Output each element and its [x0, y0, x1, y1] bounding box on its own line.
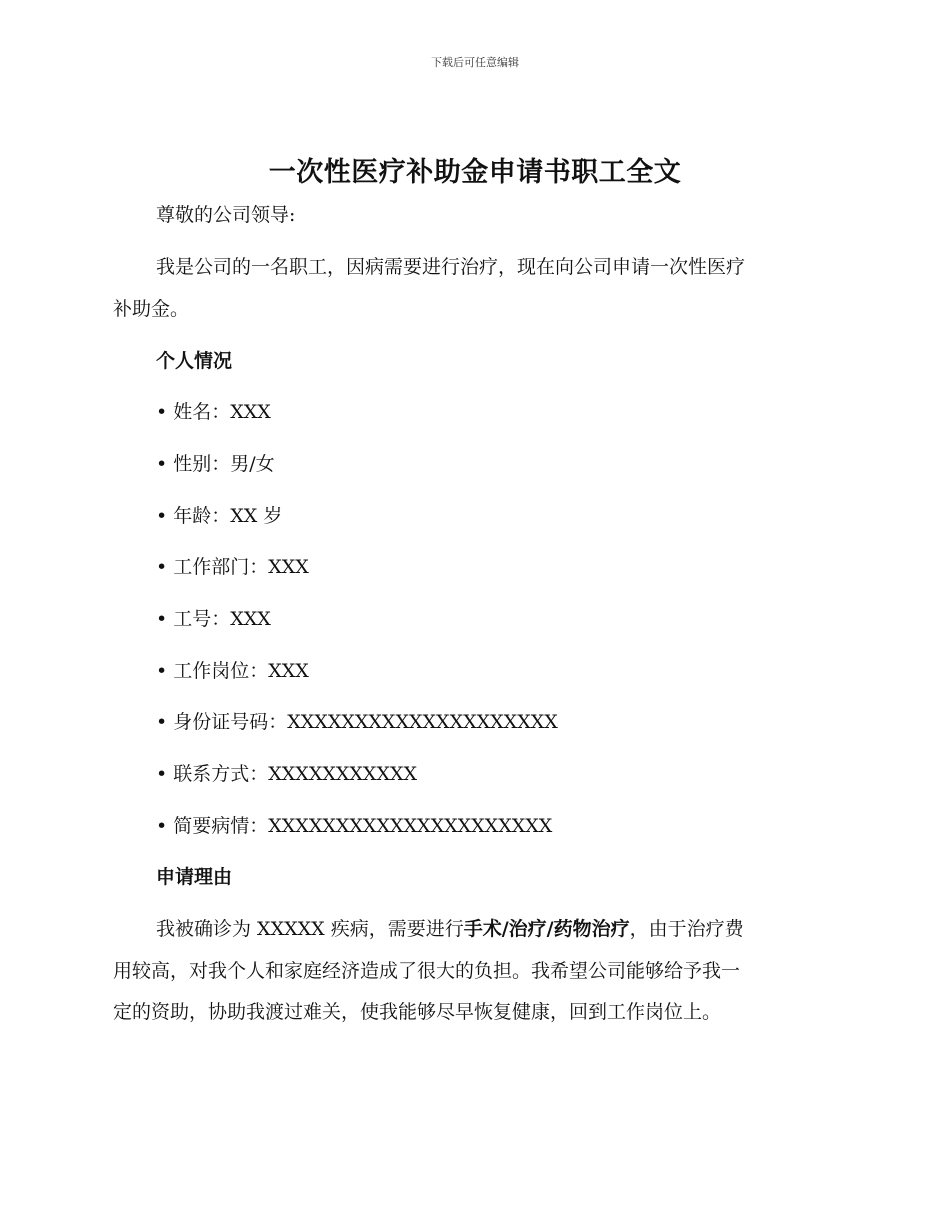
info-item-name: • 姓名：XXX	[156, 401, 271, 423]
reason-text-bold: 手术/治疗/药物治疗	[463, 918, 630, 940]
reason-text-post: ，由于治疗费	[629, 918, 744, 940]
info-item-department: • 工作部门：XXX	[156, 556, 309, 578]
section-heading-reason: 申请理由	[156, 866, 233, 888]
section-heading-personal-info: 个人情况	[156, 350, 233, 372]
intro-line-2: 补助金。	[113, 298, 190, 320]
reason-line-1	[156, 914, 886, 941]
info-item-id-number: • 身份证号码：XXXXXXXXXXXXXXXXXXXX	[156, 711, 558, 733]
info-item-employee-id: • 工号：XXX	[156, 608, 271, 630]
salutation: 尊敬的公司领导:	[156, 204, 296, 226]
reason-text-pre: 我被确诊为 XXXXX 疾病，需要进行	[156, 918, 464, 940]
info-item-contact: • 联系方式：XXXXXXXXXXX	[156, 763, 418, 785]
page-header: 下载后可任意编辑	[431, 56, 519, 69]
info-item-position: • 工作岗位：XXX	[156, 660, 309, 682]
info-item-age: • 年龄：XX 岁	[156, 505, 283, 527]
reason-line-3: 定的资助，协助我渡过难关，使我能够尽早恢复健康，回到工作岗位上。	[113, 1001, 722, 1023]
reason-line-2: 用较高，对我个人和家庭经济造成了很大的负担。我希望公司能够给予我一	[113, 960, 741, 982]
document-title: 一次性医疗补助金申请书职工全文	[268, 157, 682, 188]
info-item-gender: • 性别：男/女	[156, 453, 275, 475]
intro-line-1: 我是公司的一名职工，因病需要进行治疗，现在向公司申请一次性医疗	[156, 256, 746, 278]
info-item-condition: • 简要病情：XXXXXXXXXXXXXXXXXXXXX	[156, 815, 553, 837]
